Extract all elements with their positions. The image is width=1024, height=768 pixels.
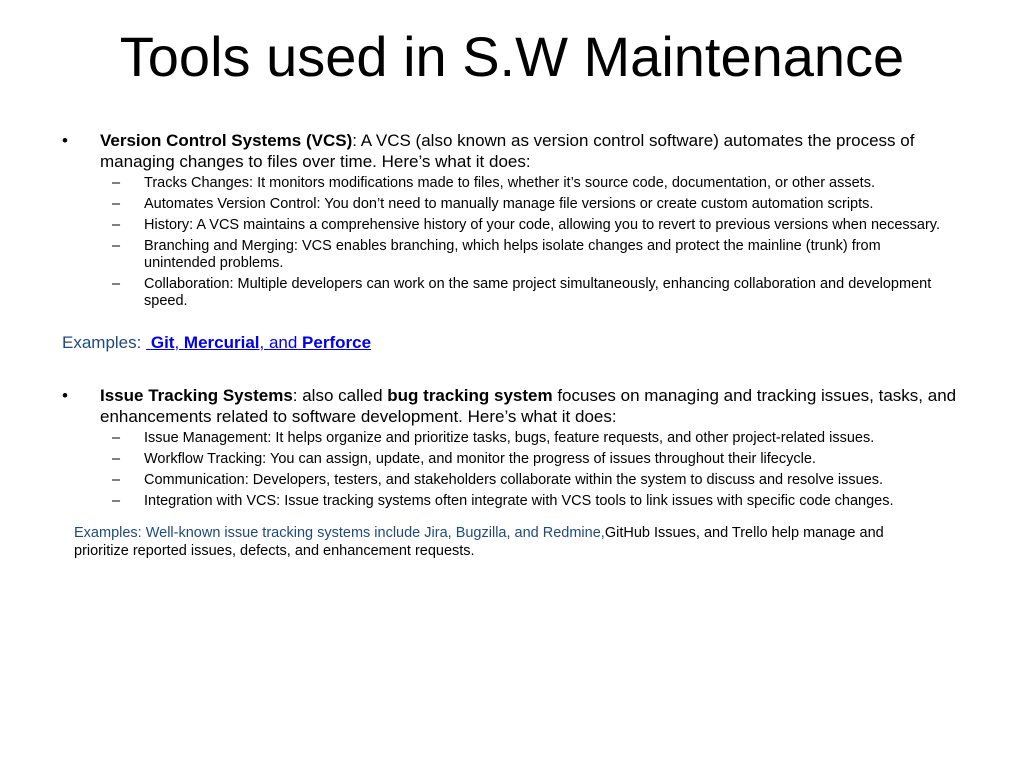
its-mid: : also called [292, 386, 388, 405]
dash-marker: – [112, 493, 121, 509]
bullet-dot: • [62, 386, 68, 405]
dash-marker: – [112, 175, 121, 191]
its-examples-blue: Examples: Well-known issue tracking systems include Jira, Bugzilla, and Redmine, [74, 525, 605, 541]
vcs-sub-item [112, 238, 942, 272]
bullet-issue-tracking [60, 385, 960, 427]
vcs-sub-item [112, 276, 942, 310]
and-separator: , and [259, 333, 303, 352]
its-examples-black: GitHub Issues, and Trello help manage and prioritize reported issues, defects, and enhancement requests. [74, 525, 884, 559]
vcs-description: A VCS (also known as version control software) automates the process of managing changes to files over time. Here’s what it does: [100, 131, 915, 171]
sub-item-text: Communication: Developers, testers, and stakeholders collaborate within the system to discuss and resolve issues. [144, 472, 884, 488]
dash-marker: – [112, 472, 121, 488]
slide-content [60, 130, 960, 560]
comma-separator: , [174, 333, 184, 352]
its-description: focuses on managing and tracking issues, tasks, and enhancements related to software development. Here’s what it does: [100, 386, 957, 426]
bullet-dot: • [62, 131, 68, 150]
its-sub-item [112, 472, 942, 489]
its-sub-list [60, 430, 960, 510]
slide-title: Tools used in S.W Maintenance [119, 25, 905, 88]
vcs-sub-item [112, 196, 942, 213]
sub-item-text: Integration with VCS: Issue tracking systems often integrate with VCS tools to link issues with specific code changes. [144, 493, 894, 509]
mercurial-link[interactable]: Mercurial [183, 333, 260, 352]
git-link[interactable]: Git [150, 333, 175, 352]
sub-item-text: Issue Management: It helps organize and prioritize tasks, bugs, feature requests, and other project-related issues. [144, 430, 875, 446]
vcs-colon: : [352, 131, 357, 150]
bullet-vcs [60, 130, 960, 172]
dash-marker: – [112, 276, 121, 292]
sub-item-text: Collaboration: Multiple developers can work on the same project simultaneously, enhancing collaboration and development speed. [144, 276, 932, 309]
examples-label: Examples: [62, 333, 142, 352]
sub-item-text: Branching and Merging: VCS enables branching, which helps isolate changes and protect the mainline (trunk) from unintended problems. [144, 238, 881, 271]
dash-marker: – [112, 196, 121, 212]
vcs-sub-list [60, 175, 960, 310]
sub-item-text: Automates Version Control: You don’t need to manually manage file versions or create custom automation scripts. [144, 196, 874, 212]
vcs-examples [60, 332, 960, 353]
perforce-link[interactable]: Perforce [302, 333, 372, 352]
dash-marker: – [112, 217, 121, 233]
its-sub-item [112, 430, 942, 447]
sub-item-text: Workflow Tracking: You can assign, update, and monitor the progress of issues throughout their lifecycle. [144, 451, 816, 467]
vcs-sub-item [112, 217, 942, 234]
dash-marker: – [112, 430, 121, 446]
sub-item-text: Tracks Changes: It monitors modifications made to files, whether it’s source code, documentation, or other assets. [144, 175, 875, 191]
dash-marker: – [112, 451, 121, 467]
its-term2: bug tracking system [387, 386, 553, 405]
its-sub-item [112, 451, 942, 468]
sub-item-text: History: A VCS maintains a comprehensive history of your code, allowing you to revert to previous versions when necessary. [144, 217, 940, 233]
its-term: Issue Tracking Systems [100, 386, 293, 405]
vcs-sub-item [112, 175, 942, 192]
its-sub-item [112, 493, 942, 510]
vcs-term: Version Control Systems (VCS) [100, 131, 353, 150]
dash-marker: – [112, 238, 121, 254]
its-examples [74, 524, 934, 560]
